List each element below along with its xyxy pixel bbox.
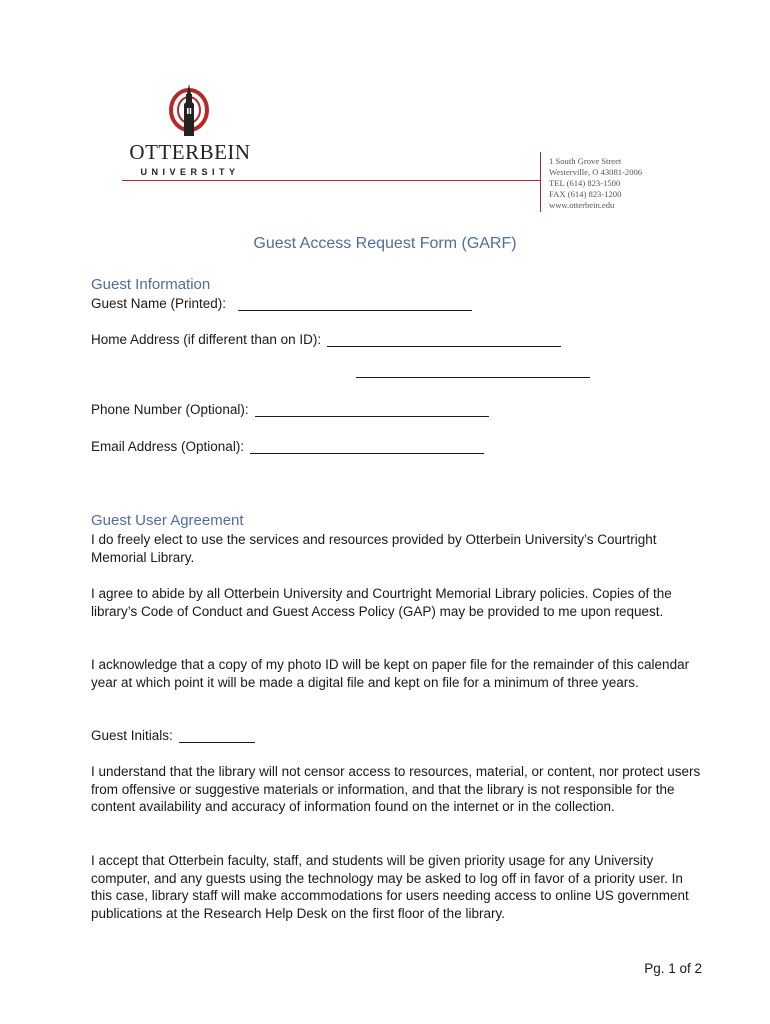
- address-line: FAX (614) 823-1200: [549, 189, 622, 199]
- guest-initials-row: [91, 728, 255, 743]
- university-subtitle: UNIVERSITY: [140, 167, 240, 177]
- phone-row: [91, 402, 489, 417]
- email-row: [91, 439, 484, 454]
- home-address-row: [91, 332, 561, 347]
- university-wordmark: OTTERBEIN: [129, 140, 251, 164]
- phone-field[interactable]: [255, 402, 489, 417]
- address-line: Westerville, O 43081-2006: [549, 167, 643, 177]
- guest-user-agreement-heading: Guest User Agreement: [91, 512, 244, 529]
- agreement-paragraph-3: I acknowledge that a copy of my photo ID will be kept on paper file for the remainder of this calendar year at which point it will be made a digital file and kept on file for a minimum of three years.: [91, 657, 690, 690]
- address-line: www.otterbein.edu: [549, 200, 615, 210]
- home-address-field[interactable]: [327, 332, 561, 347]
- form-title: Guest Access Request Form (GARF): [253, 235, 517, 252]
- university-logo: [120, 80, 260, 180]
- tower-logo-icon: [165, 82, 213, 142]
- address-line: TEL (614) 823-1500: [549, 178, 621, 188]
- guest-name-field[interactable]: [238, 296, 472, 311]
- letterhead-divider: [540, 152, 541, 212]
- home-address-label: Home Address (if different than on ID):: [91, 332, 322, 347]
- home-address-field-line-2[interactable]: [356, 376, 590, 378]
- address-line: 1 South Grove Street: [549, 156, 622, 166]
- letterhead-rule: [122, 180, 540, 181]
- agreement-paragraph-4: I understand that the library will not censor access to resources, material, or content, nor protect users from offensive or suggestive materials or information, and that the library is not responsible for the content availability and accuracy of information found on the internet or in the collection.: [91, 764, 701, 814]
- agreement-paragraph-5: I accept that Otterbein faculty, staff, and students will be given priority usage for any University computer, and any guests using the technology may be asked to log off in favor of a priority user. In this case, library staff will make accommodations for users needing access to online US government publications at the Research Help Desk on the first floor of the library.: [91, 853, 689, 921]
- page-number: Pg. 1 of 2: [644, 961, 702, 976]
- agreement-paragraph-2: I agree to abide by all Otterbein University and Courtright Memorial Library policies. Copies of the library’s Code of Conduct and Guest Access Policy (GAP) may be provided to me upon request.: [91, 586, 672, 619]
- email-field[interactable]: [250, 439, 484, 454]
- guest-initials-field[interactable]: [179, 728, 255, 743]
- guest-initials-label: Guest Initials:: [91, 728, 173, 743]
- guest-information-heading: Guest Information: [91, 276, 211, 293]
- email-label: Email Address (Optional):: [91, 439, 245, 454]
- guest-name-label: Guest Name (Printed):: [91, 296, 227, 311]
- guest-name-row: [91, 296, 472, 311]
- phone-label: Phone Number (Optional):: [91, 402, 249, 417]
- agreement-paragraph-1: I do freely elect to use the services and resources provided by Otterbein University’s Courtright Memorial Library.: [91, 532, 657, 565]
- address-block: [549, 156, 642, 211]
